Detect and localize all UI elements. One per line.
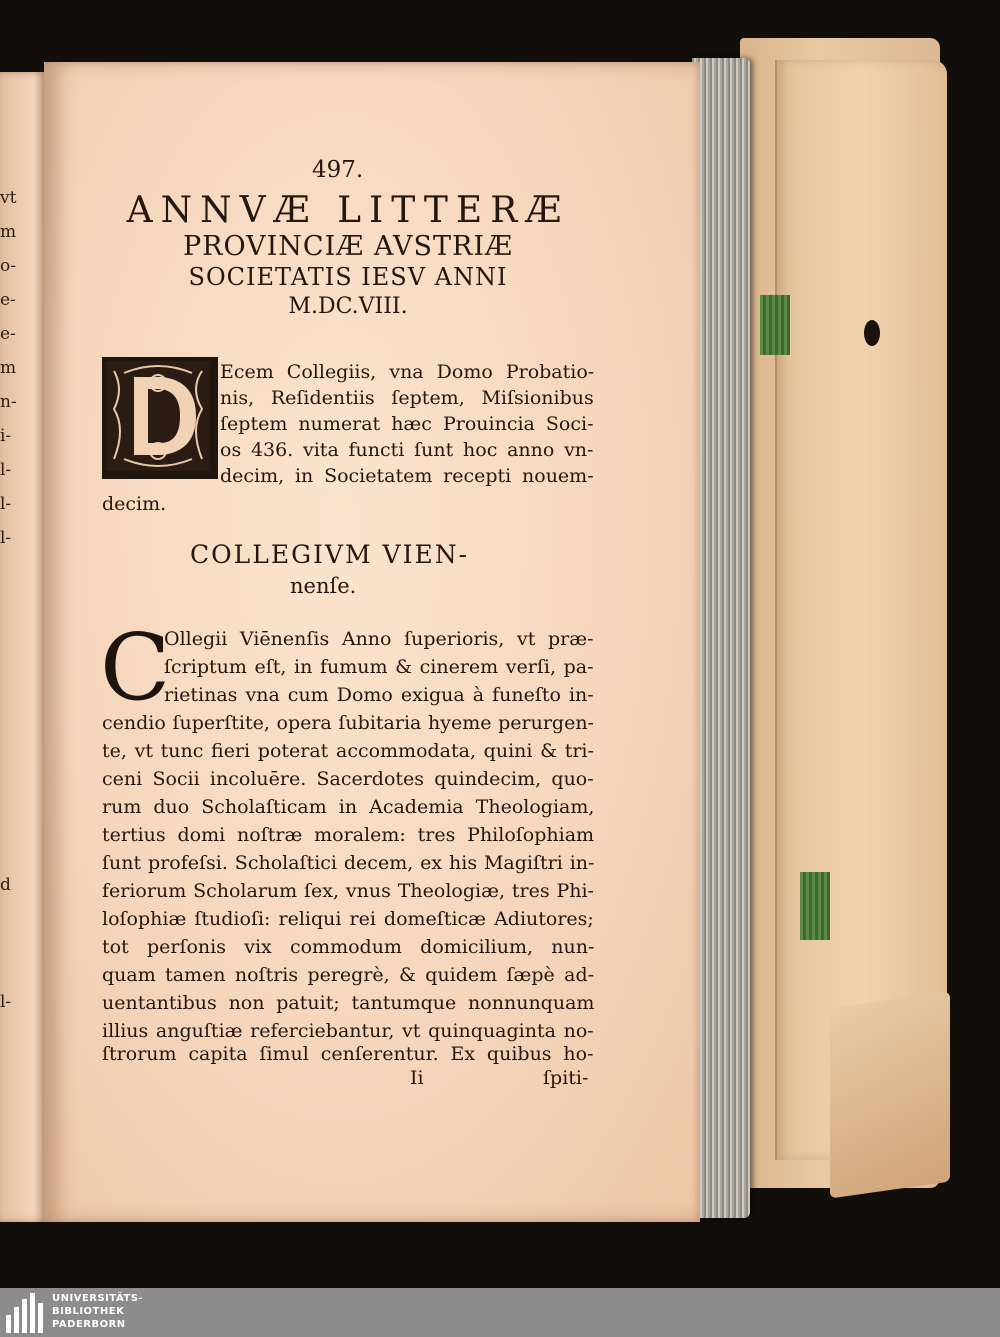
left-fragment: l-: [0, 528, 12, 548]
paragraph-line: ſtrorum capita ſimul cenſerentur. Ex quibus ho-: [102, 1043, 594, 1065]
drop-cap-c: C: [100, 614, 171, 721]
paragraph-line: loſophiæ ſtudioſi: reliqui rei domeſticæ Adiutores;: [102, 908, 594, 930]
left-fragment: i-: [0, 426, 12, 446]
decorated-initial-d-icon: [102, 357, 218, 479]
intro-line: decim.: [102, 493, 167, 515]
left-fragment: l-: [0, 992, 12, 1012]
page-title-line-2: PROVINCIÆ AVSTRIÆ: [182, 231, 514, 262]
intro-line: nis, Reſidentiis ſeptem, Miſsionibus: [220, 387, 594, 409]
left-fragment: n-: [0, 392, 17, 412]
library-name-line-3: PADERBORN: [52, 1319, 126, 1330]
vellum-cover-fold: [830, 992, 950, 1199]
paragraph-line: quam tamen noſtris peregrè, & quidem ſæpè ad-: [102, 964, 595, 986]
section-heading-continuation: nenſe.: [290, 574, 357, 598]
library-name-line-1: UNIVERSITÄTS-: [52, 1293, 144, 1304]
left-fragment: e-: [0, 324, 16, 344]
paragraph-line: tertius domi noſtræ moralem: tres Philoſophiam: [102, 824, 595, 846]
catchword: ſpiti-: [543, 1067, 589, 1089]
left-fragment: e-: [0, 290, 16, 310]
left-fragment: o-: [0, 256, 16, 276]
left-fragment: l-: [0, 494, 12, 514]
page-number: 497.: [312, 157, 364, 183]
left-fragment: d: [0, 875, 11, 895]
paragraph-line: te, vt tunc fieri poterat accommodata, quini & tri-: [102, 740, 594, 762]
paragraph-line: ſunt profeſsi. Scholaſtici decem, ex his Magiſtri in-: [102, 852, 595, 874]
paragraph-line: cendio ſuperſtite, opera ſubitaria hyeme perurgen-: [102, 712, 594, 734]
cover-hole: [864, 320, 880, 346]
green-tie-lower: [800, 872, 830, 940]
paragraph-line: illius anguſtiæ referciebantur, vt quinquaginta no-: [102, 1020, 594, 1042]
paragraph-line: rum duo Scholaſticam in Academia Theologiam,: [102, 796, 595, 818]
left-fragment: vt: [0, 188, 17, 208]
paragraph-line: rietinas vna cum Domo exigua à funeſto in-: [164, 684, 594, 706]
paragraph-line: ceni Socii incoluēre. Sacerdotes quindecim, quo-: [102, 768, 594, 790]
intro-line: os 436. vita functi ſunt hoc anno vn-: [220, 439, 594, 461]
library-name-line-2: BIBLIOTHEK: [52, 1306, 125, 1317]
page-title-line-1: ANNVÆ LITTERÆ: [126, 190, 570, 231]
page-title-line-3: SOCIETATIS IESV ANNI: [188, 263, 508, 291]
intro-line: decim, in Societatem recepti nouem-: [220, 465, 594, 487]
left-fragment: m: [0, 358, 17, 378]
intro-line: Ecem Collegiis, vna Domo Probatio-: [220, 361, 595, 383]
library-logo-icon: [6, 1293, 46, 1333]
paragraph-line: feriorum Scholarum ſex, vnus Theologiæ, tres Phi-: [102, 880, 594, 902]
green-tie-upper: [760, 295, 790, 355]
paragraph-line: tot perſonis vix commodum domicilium, nun-: [102, 936, 595, 958]
signature-mark: Ii: [410, 1067, 424, 1089]
page-edges: [692, 58, 750, 1218]
paragraph-line: uentantibus non patuit; tantumque nonnunquam: [102, 992, 595, 1014]
page-title-line-4: M.DC.VIII.: [288, 294, 408, 319]
intro-line: ſeptem numerat hæc Prouincia Soci-: [220, 413, 594, 435]
paragraph-line: ſcriptum eſt, in fumum & cinerem verſi, pa-: [164, 656, 594, 678]
library-footer: [0, 1288, 1000, 1337]
left-fragment: l-: [0, 460, 12, 480]
section-heading: COLLEGIVM VIEN-: [190, 540, 470, 569]
paragraph-line: Ollegii Viēnenſis Anno ſuperioris, vt præ-: [164, 628, 594, 650]
left-page: [0, 72, 48, 1222]
left-fragment: m: [0, 222, 17, 242]
